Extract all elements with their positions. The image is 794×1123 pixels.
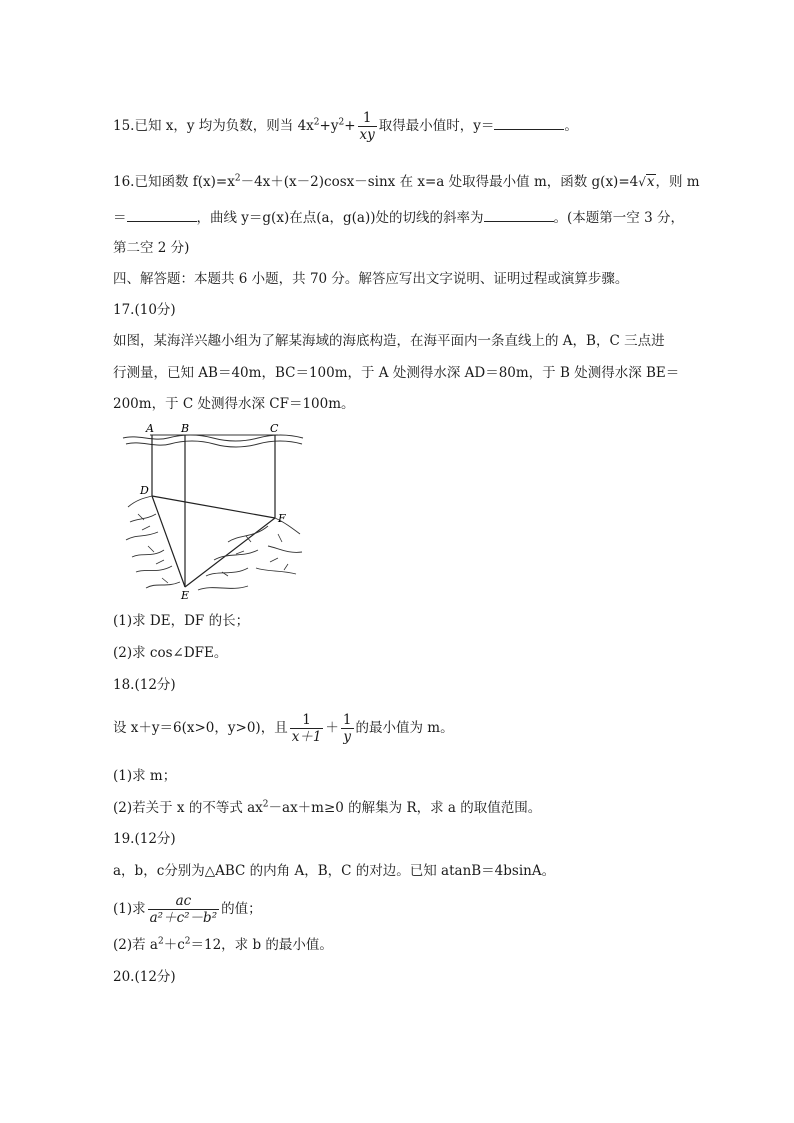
q19-sub-2: [113, 935, 333, 955]
q18-text-a: 设 x＋y＝6(x>0，y>0)，且: [113, 720, 288, 736]
q15-frac-num: 1: [358, 110, 377, 127]
segment-EF: [185, 518, 275, 587]
q18-frac2-num: 1: [342, 712, 352, 728]
q19-sub1-a: (1)求: [113, 901, 146, 917]
label-C: C: [270, 422, 279, 435]
q16-line-1: 16.已知函数 $f(x)=x^2-4x+(x-2)\cos x-\sin x$ 在 x=a 处取得最小值 m，函数 g(x)=4√x，则 m: [113, 173, 700, 190]
q18-sub2-b: －ax＋m≥0 的解集为 R，求 a 的取值范围。: [268, 800, 542, 816]
q18-sub-1: (1)求 m；: [113, 768, 177, 784]
q19-frac-den: a²＋c²－b²: [149, 910, 218, 926]
q16-sqrt: x: [646, 174, 655, 190]
q18-text-1: [113, 712, 454, 745]
q16-sup: 2: [234, 173, 241, 184]
label-F: F: [278, 512, 286, 525]
label-A: A: [146, 422, 154, 435]
q16-line-2: [113, 207, 684, 228]
q18-frac2-den: y: [343, 729, 352, 745]
q19-sub-1: [113, 893, 262, 926]
q15-text-1: 15.已知 x，y 均为负数，则当 4x: [113, 118, 314, 134]
q17-figure: [118, 422, 318, 602]
q16-text-4: ＝: [113, 210, 127, 226]
q15-text-3: +: [344, 118, 356, 134]
q19-sub2-a: (2)若 a: [113, 937, 158, 953]
q16-text-3: ，则 m: [655, 174, 700, 190]
label-B: B: [181, 422, 190, 435]
q15-frac-den: xy: [359, 127, 375, 143]
q20-header: 20.(12分): [113, 969, 176, 985]
q15-line: [113, 110, 578, 143]
seabed-left-cracks: [138, 514, 168, 583]
q16-text-6: 。(本题第一空 3 分，: [553, 210, 684, 226]
q19-header: 19.(12分): [113, 831, 176, 847]
q17-sub-2: (2)求 cos∠DFE。: [113, 645, 228, 661]
q19-sup-1: 2: [157, 936, 164, 947]
q15-sup-2: 2: [338, 117, 345, 128]
wave-line: [123, 435, 303, 441]
q17-text-1: 如图，某海洋兴趣小组为了解某海域的海底构造，在海平面内一条直线上的 A，B，C 三点进: [113, 333, 665, 349]
q18-fraction-2: [341, 712, 354, 745]
label-E: E: [181, 589, 190, 602]
q17-header: 17.(10分): [113, 302, 176, 318]
q18-plus: ＋: [325, 720, 339, 736]
q19-sup-2: 2: [184, 936, 191, 947]
q18-sup: 2: [262, 799, 269, 810]
q15-answer-blank[interactable]: [494, 115, 564, 130]
q18-text-b: 的最小值为 m。: [355, 720, 454, 736]
q18-sub2-a: (2)若关于 x 的不等式 ax: [113, 800, 263, 816]
label-D: D: [140, 484, 149, 497]
q16-text-1: 16.已知函数 f(x)=x: [113, 174, 235, 190]
q16-answer-blank-1[interactable]: [127, 207, 197, 222]
q15-fraction: [358, 110, 377, 143]
section-4-heading: 四、解答题：本题共 6 小题，共 70 分。解答应写出文字说明、证明过程或演算步骤。: [113, 271, 629, 287]
q18-sub-2: [113, 798, 541, 818]
q16-answer-blank-2[interactable]: [484, 207, 554, 222]
q18-header: 18.(12分): [113, 677, 176, 693]
seabed-left: [126, 496, 180, 588]
q16-text-2: －4x＋(x－2)cosx－sinx 在 x=a 处取得最小值 m，函数 g(x)=4: [240, 174, 639, 190]
q15-sup-1: 2: [313, 117, 320, 128]
q19-fraction: [148, 893, 220, 926]
q19-frac-num: ac: [148, 893, 220, 910]
q19-sub2-b: ＋c: [163, 937, 185, 953]
q18-frac1-num: 1: [290, 712, 324, 729]
q16-line-3: 第二空 2 分): [113, 240, 190, 256]
q19-sub1-b: 的值；: [221, 901, 262, 917]
q18-fraction-1: [290, 712, 324, 745]
q15-text-4: 取得最小值时，y＝: [378, 118, 495, 134]
seabed-right: [198, 518, 302, 590]
segment-DF: [152, 496, 275, 518]
q17-text-2: 行测量，已知 AB＝40m，BC＝100m，于 A 处测得水深 AD＝80m，于 B 处测得水深 BE＝: [113, 365, 680, 381]
q19-sub2-c: ＝12，求 b 的最小值。: [190, 937, 333, 953]
q17-sub-1: (1)求 DE，DF 的长；: [113, 613, 250, 629]
q15-text-5: 。: [564, 118, 578, 134]
segment-DE: [152, 496, 185, 587]
q17-text-3: 200m，于 C 处测得水深 CF＝100m。: [113, 396, 355, 412]
q16-text-5: ，曲线 y＝g(x)在点(a，g(a))处的切线的斜率为: [196, 210, 484, 226]
q19-text-1: a，b，c分别为△ABC 的内角 A，B，C 的对边。已知 atanB＝4bsinA。: [113, 863, 556, 879]
q18-frac1-den: x＋1: [291, 729, 322, 745]
q15-text-2: +y: [319, 118, 339, 134]
